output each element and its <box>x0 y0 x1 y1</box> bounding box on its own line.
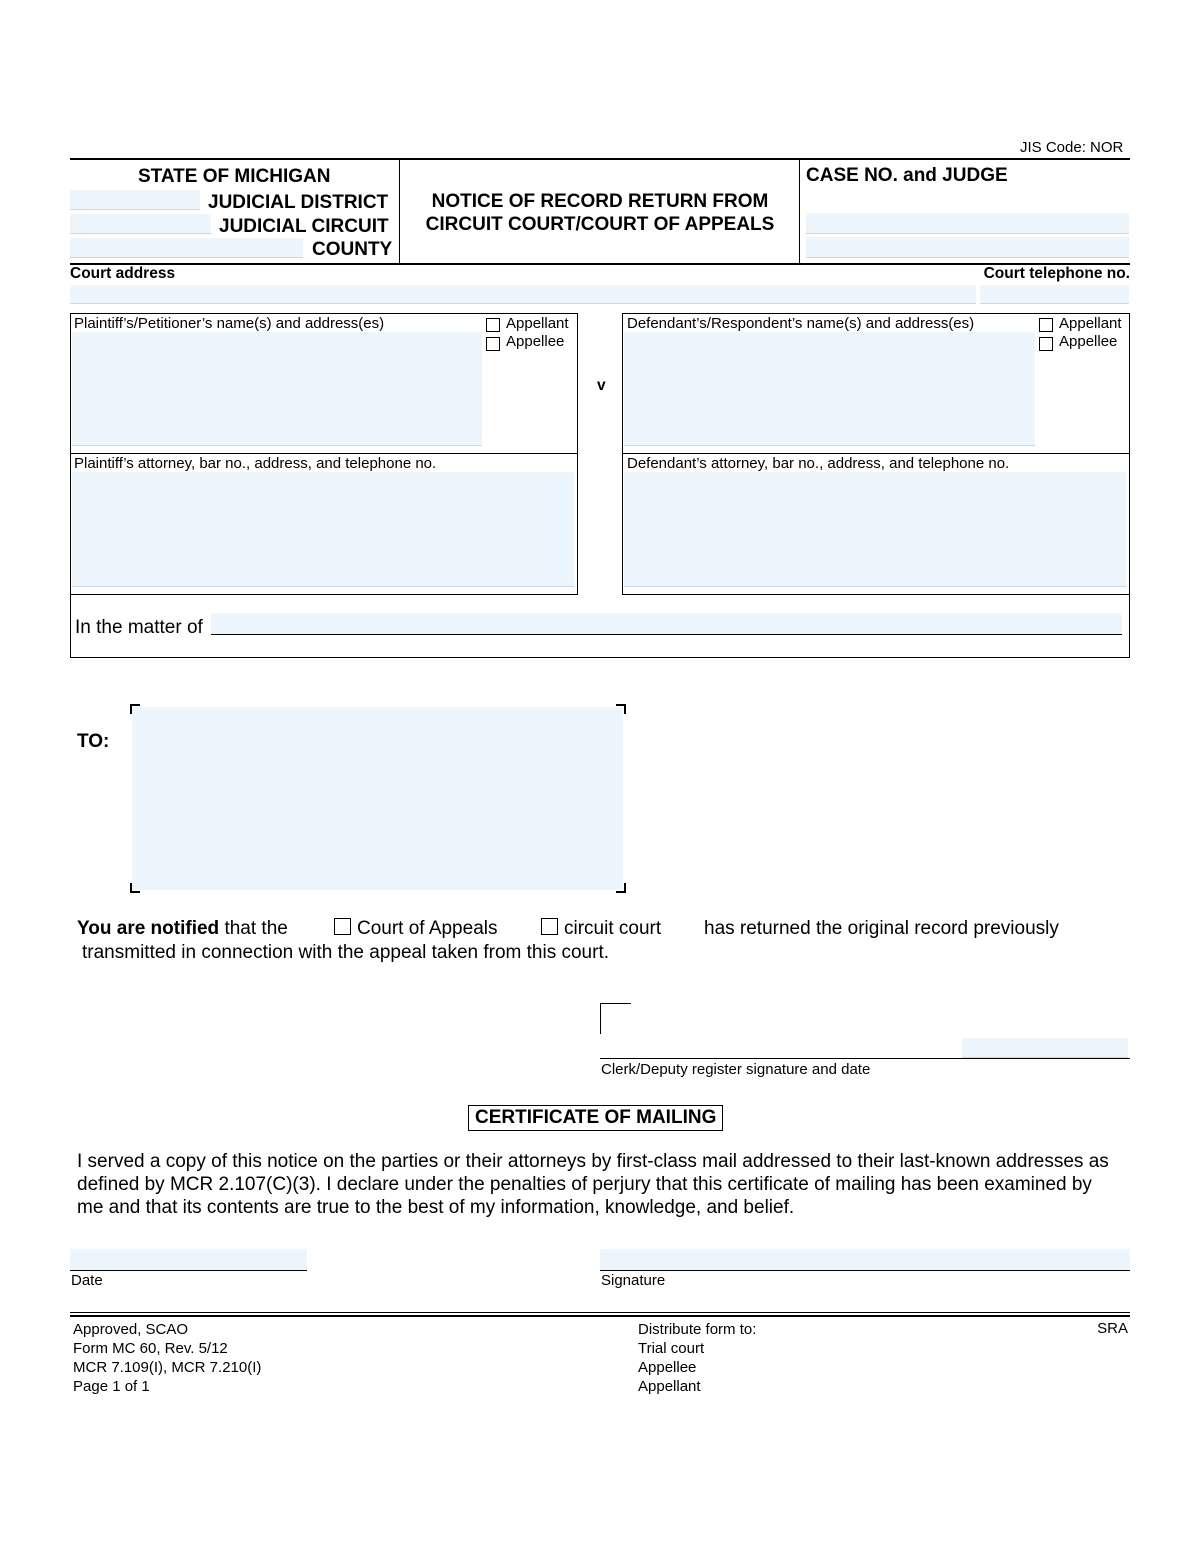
signature-field[interactable] <box>600 1249 1130 1271</box>
form-title-line1: NOTICE OF RECORD RETURN FROM <box>431 191 769 212</box>
judicial-circuit-field[interactable] <box>70 214 211 234</box>
to-address-field[interactable] <box>132 707 623 890</box>
to-label: TO: <box>77 731 110 752</box>
footer-rule-bottom <box>70 1315 1130 1317</box>
certificate-line2: defined by MCR 2.107(C)(3). I declare under the penalties of perjury that this certificate of mailing has been examined by <box>77 1174 1092 1195</box>
notice-line1-start <box>77 918 288 940</box>
notice-text3: transmitted in connection with the appeal taken from this court. <box>82 942 609 963</box>
clerk-date-field[interactable] <box>962 1038 1128 1058</box>
defendant-appellee-label: Appellee <box>1059 333 1118 350</box>
court-telephone-label: Court telephone no. <box>983 265 1130 282</box>
county-label: COUNTY <box>312 239 393 260</box>
court-of-appeals-label: Court of Appeals <box>357 918 498 939</box>
distribute-appellee: Appellee <box>638 1359 697 1376</box>
distribute-appellant: Appellant <box>638 1378 701 1395</box>
court-of-appeals-checkbox[interactable] <box>334 918 351 935</box>
clerk-signature-line <box>600 1058 1130 1059</box>
defendant-divider <box>622 453 1130 454</box>
plaintiff-attorney-field[interactable] <box>72 472 574 587</box>
corner-mark-bottom-left <box>130 883 140 893</box>
header-top-rule <box>70 158 1130 160</box>
date-label: Date <box>71 1272 103 1289</box>
plaintiff-field[interactable] <box>72 332 482 446</box>
court-address-label: Court address <box>70 265 176 282</box>
defendant-label: Defendant’s/Respondent’s name(s) and address(es) <box>627 315 975 332</box>
matter-label: In the matter of <box>75 617 203 638</box>
certificate-title: CERTIFICATE OF MAILING <box>468 1105 723 1131</box>
notice-text1: that the <box>224 918 288 939</box>
plaintiff-appellee-label: Appellee <box>506 333 565 350</box>
plaintiff-attorney-label: Plaintiff’s attorney, bar no., address, and telephone no. <box>74 455 437 472</box>
footer-mcr: MCR 7.109(I), MCR 7.210(I) <box>73 1359 262 1376</box>
defendant-appellant-checkbox[interactable] <box>1039 318 1053 332</box>
defendant-field[interactable] <box>624 332 1035 446</box>
circuit-court-label: circuit court <box>564 918 662 939</box>
header-bottom-rule <box>70 263 1130 265</box>
matter-field[interactable] <box>211 613 1122 635</box>
footer-form-number: Form MC 60, Rev. 5/12 <box>73 1340 228 1357</box>
case-no-field[interactable] <box>806 213 1129 234</box>
judge-field[interactable] <box>806 237 1129 258</box>
notice-text2: has returned the original record previously <box>704 918 1059 939</box>
certificate-line1: I served a copy of this notice on the parties or their attorneys by first-class mail addressed to their last-known addresses as <box>77 1151 1109 1172</box>
notice-bold: You are notified <box>77 918 220 939</box>
defendant-appellee-checkbox[interactable] <box>1039 337 1053 351</box>
clerk-signature-label: Clerk/Deputy register signature and date <box>601 1061 871 1078</box>
footer-left <box>73 1320 261 1396</box>
jis-code: JIS Code: NOR <box>1020 139 1124 156</box>
plaintiff-appellee-checkbox[interactable] <box>486 337 500 351</box>
plaintiff-divider <box>70 453 578 454</box>
signature-label: Signature <box>601 1272 666 1289</box>
judicial-circuit-label: JUDICIAL CIRCUIT <box>219 216 389 237</box>
date-field[interactable] <box>70 1249 307 1271</box>
footer-page: Page 1 of 1 <box>73 1378 150 1395</box>
certificate-line3: me and that its contents are true to the best of my information, knowledge, and belief. <box>77 1197 795 1218</box>
footer-distribute <box>638 1320 756 1396</box>
corner-mark-top-left <box>130 704 140 714</box>
court-telephone-field[interactable] <box>980 285 1129 304</box>
corner-mark-bottom-right <box>616 883 626 893</box>
footer-approved: Approved, SCAO <box>73 1321 189 1338</box>
judicial-district-field[interactable] <box>70 190 200 210</box>
certificate-text <box>77 1150 1137 1219</box>
signature-corner-mark <box>600 1003 631 1034</box>
defendant-attorney-label: Defendant’s attorney, bar no., address, and telephone no. <box>627 455 1010 472</box>
county-field[interactable] <box>70 238 303 258</box>
footer-rule-top <box>70 1312 1130 1313</box>
court-address-field[interactable] <box>70 285 976 304</box>
plaintiff-label: Plaintiff’s/Petitioner’s name(s) and address(es) <box>74 315 385 332</box>
plaintiff-appellant-checkbox[interactable] <box>486 318 500 332</box>
state-label: STATE OF MICHIGAN <box>138 166 331 187</box>
versus-label: v <box>597 377 606 394</box>
defendant-attorney-field[interactable] <box>624 472 1126 587</box>
distribute-trial-court: Trial court <box>638 1340 705 1357</box>
plaintiff-appellant-label: Appellant <box>506 315 569 332</box>
form-title-line2: CIRCUIT COURT/COURT OF APPEALS <box>425 214 775 235</box>
circuit-court-checkbox[interactable] <box>541 918 558 935</box>
distribute-title: Distribute form to: <box>638 1321 757 1338</box>
judicial-district-label: JUDICIAL DISTRICT <box>208 192 389 213</box>
corner-mark-top-right <box>616 704 626 714</box>
footer-sra: SRA <box>1097 1320 1128 1337</box>
defendant-appellant-label: Appellant <box>1059 315 1122 332</box>
case-no-judge-label: CASE NO. and JUDGE <box>806 165 1008 186</box>
form-title <box>400 190 800 236</box>
